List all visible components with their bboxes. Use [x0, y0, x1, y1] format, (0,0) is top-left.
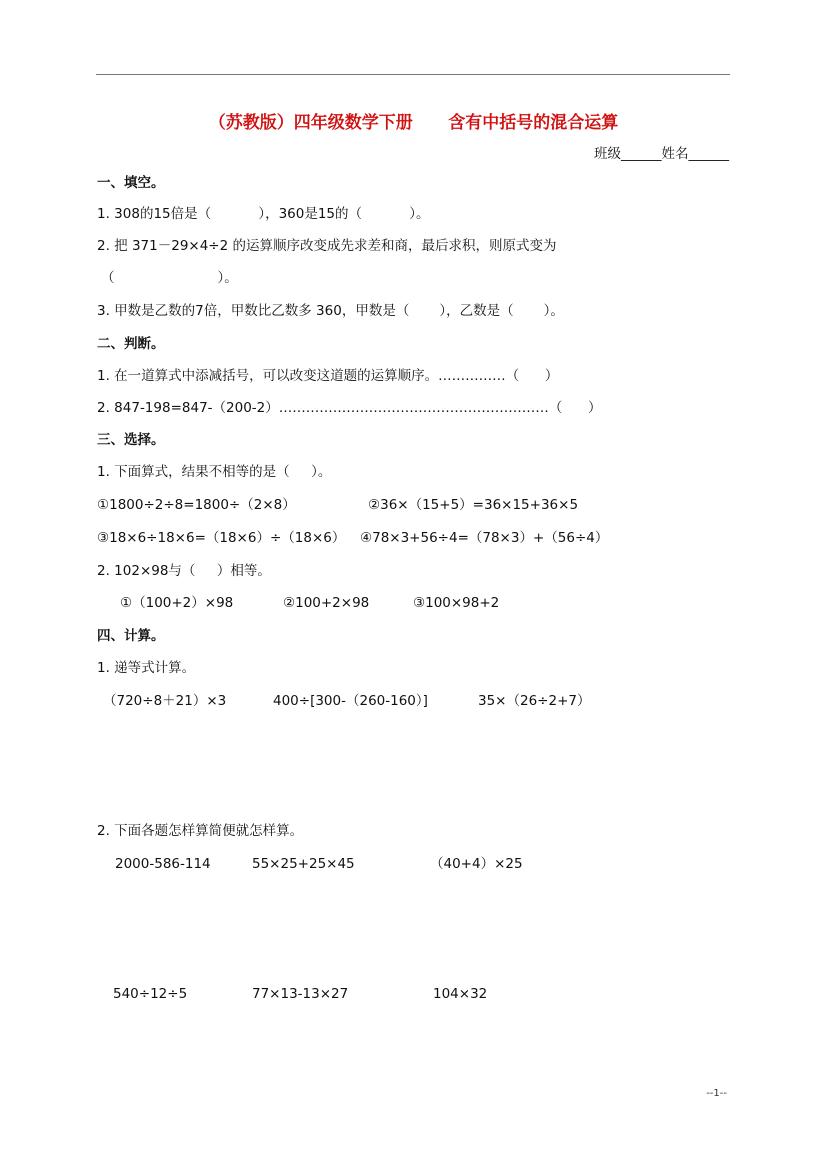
calc-q2-item: 104×32	[433, 986, 488, 1002]
calc-q2-item: 77×13-13×27	[252, 986, 349, 1002]
calc-q2-item: （40+4）×25	[430, 856, 523, 872]
section-choose-heading: 三、选择。	[97, 432, 165, 448]
calc-q2-item: 540÷12÷5	[113, 986, 188, 1002]
calc-q1-item: （720÷8＋21）×3	[103, 693, 227, 709]
fill-question-2-line-1: 2. 把 371－29×4÷2 的运算顺序改变成先求差和商，最后求积，则原式变为	[97, 238, 557, 254]
calc-q1-item: 400÷[300-（260-160）]	[273, 693, 428, 709]
choose-question-2: 2. 102×98与（ ）相等。	[97, 563, 271, 579]
fill-question-2-line-2: （ ）。	[101, 270, 238, 286]
calc-question-1: 1. 递等式计算。	[97, 660, 196, 676]
calc-q2-item: 2000-586-114	[115, 856, 211, 872]
choose-q1-option-2: ②36×（15+5）=36×15+36×5	[368, 497, 579, 513]
choose-q2-option-2: ②100+2×98	[283, 595, 370, 611]
class-name-line: 班级______姓名______	[594, 146, 729, 162]
page-title: （苏教版）四年级数学下册 含有中括号的混合运算	[208, 113, 619, 133]
choose-question-1: 1. 下面算式，结果不相等的是（ ）。	[97, 464, 332, 480]
choose-q1-option-3: ③18×6÷18×6=（18×6）÷（18×6）	[97, 530, 346, 546]
calc-q2-item: 55×25+25×45	[252, 856, 355, 872]
header-rule	[96, 74, 730, 75]
judge-question-1: 1. 在一道算式中添减括号，可以改变这道题的运算顺序。……………（ ）	[97, 368, 559, 384]
fill-question-3: 3. 甲数是乙数的7倍，甲数比乙数多 360，甲数是（ ），乙数是（ ）。	[97, 303, 564, 319]
judge-question-2: 2. 847-198=847-（200-2）……………………………………………………（ ）	[97, 400, 602, 416]
page-number: --1--	[706, 1088, 727, 1099]
choose-q1-option-4: ④78×3+56÷4=（78×3）+（56÷4）	[360, 530, 609, 546]
calc-question-2: 2. 下面各题怎样算简便就怎样算。	[97, 823, 304, 839]
fill-question-1: 1. 308的15倍是（ ），360是15的（ ）。	[97, 206, 430, 222]
section-judge-heading: 二、判断。	[97, 336, 165, 352]
choose-q1-option-1: ①1800÷2÷8=1800÷（2×8）	[97, 497, 296, 513]
choose-q2-option-1: ①（100+2）×98	[120, 595, 234, 611]
choose-q2-option-3: ③100×98+2	[413, 595, 500, 611]
section-calc-heading: 四、计算。	[97, 628, 165, 644]
section-fill-heading: 一、填空。	[97, 175, 165, 191]
calc-q1-item: 35×（26÷2+7）	[478, 693, 591, 709]
